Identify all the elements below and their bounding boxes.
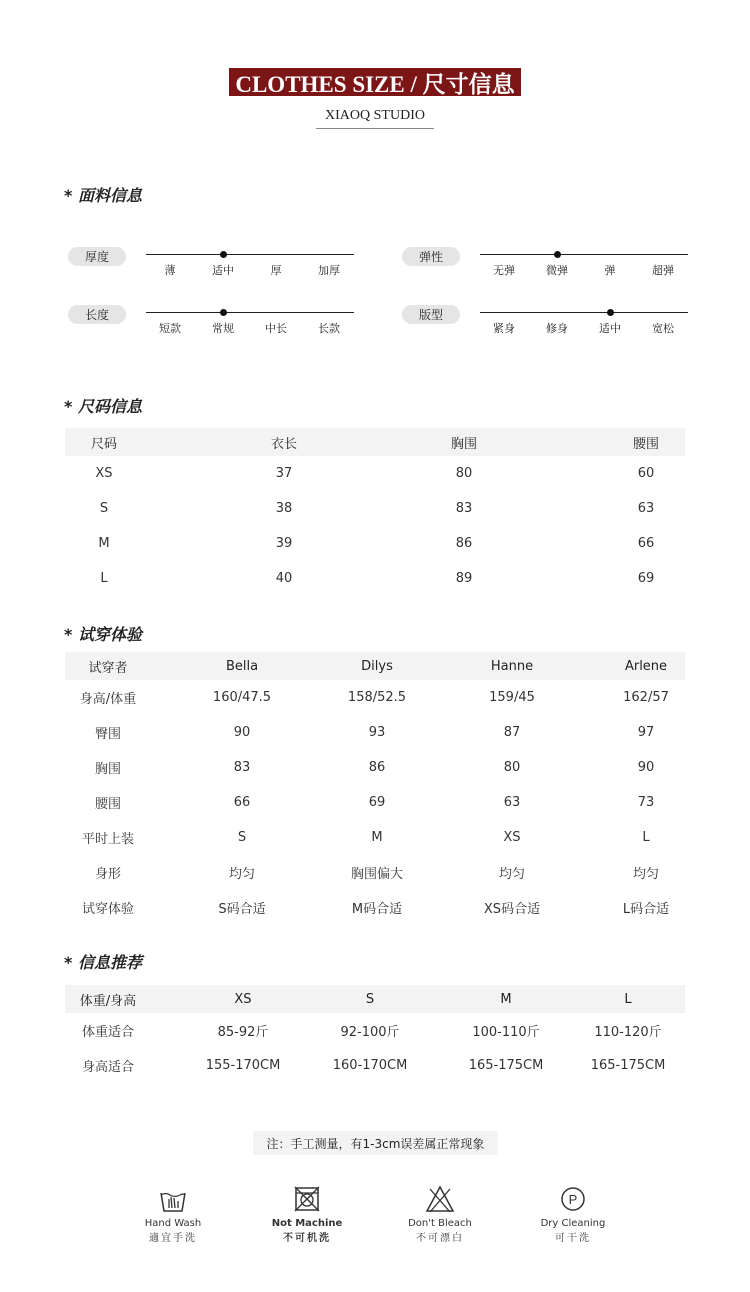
table-cell: 63	[637, 501, 655, 516]
table-cell: 165-175CM	[468, 1058, 544, 1073]
table-row	[65, 561, 685, 596]
selected-indicator	[220, 251, 227, 258]
recommend-section-title: * 信息推荐	[64, 953, 142, 972]
table-cell: L码合适	[622, 902, 670, 917]
scale-option: 适中	[212, 264, 234, 277]
table-cell: 73	[637, 795, 655, 810]
header-cell: Hanne	[490, 658, 534, 674]
header-cell: 试穿者	[88, 660, 128, 676]
table-cell: 92-100斤	[340, 1025, 400, 1040]
tryon-table	[65, 652, 685, 925]
size-table	[65, 428, 685, 596]
table-cell: 38	[275, 501, 293, 516]
header-cell: 胸围	[450, 436, 477, 452]
fabric-label: 厚度	[68, 247, 126, 266]
care-label-en: Not Machine	[271, 1218, 343, 1229]
scale-option: 加厚	[318, 264, 340, 277]
care-label-en: Don't Bleach	[408, 1218, 472, 1229]
table-cell: 85-92斤	[217, 1025, 269, 1040]
svg-text:P: P	[568, 1192, 578, 1207]
scale-option: 常规	[212, 322, 234, 335]
table-cell: 37	[275, 466, 293, 481]
scale-option: 紧身	[493, 322, 515, 335]
table-cell: 160-170CM	[332, 1058, 408, 1073]
table-cell: 63	[503, 795, 521, 810]
table-cell: 110-120斤	[594, 1025, 662, 1040]
table-cell: 66	[233, 795, 251, 810]
table-cell: 165-175CM	[590, 1058, 666, 1073]
table-cell: 87	[503, 725, 521, 740]
scale-option: 修身	[546, 322, 568, 335]
care-no-machine	[252, 1184, 362, 1244]
header-cell: L	[624, 991, 632, 1007]
scale-line	[146, 312, 354, 313]
page-title: CLOTHES SIZE / 尺寸信息	[229, 68, 521, 96]
table-row	[65, 1048, 685, 1083]
table-row	[65, 715, 685, 750]
table-cell: 100-110斤	[472, 1025, 540, 1040]
header-cell: 尺码	[90, 436, 117, 452]
table-cell: 155-170CM	[205, 1058, 281, 1073]
scale-option: 微弹	[546, 264, 568, 277]
table-cell: 83	[233, 760, 251, 775]
scale-line	[480, 312, 688, 313]
table-cell: 胸围偏大	[350, 867, 403, 882]
table-cell: M码合适	[351, 902, 403, 917]
table-cell: 均匀	[632, 867, 659, 882]
table-cell: 160/47.5	[212, 690, 272, 705]
table-cell: 86	[368, 760, 386, 775]
tryon-section-title: * 试穿体验	[64, 625, 142, 644]
selected-indicator	[607, 309, 614, 316]
size-section-title: * 尺码信息	[64, 397, 142, 416]
care-label-cn: 不可漂白	[416, 1233, 464, 1244]
care-label-cn: 可干洗	[555, 1233, 591, 1244]
table-cell: 69	[637, 571, 655, 586]
header-cell: Arlene	[624, 658, 668, 674]
table-cell: 60	[637, 466, 655, 481]
table-cell: 腰围	[94, 797, 121, 812]
care-dry-clean	[518, 1184, 628, 1244]
header-cell: XS	[234, 991, 252, 1007]
table-cell: 体重适合	[81, 1025, 134, 1040]
table-row	[65, 491, 685, 526]
table-row	[65, 680, 685, 715]
table-cell: XS码合适	[483, 902, 541, 917]
care-label-cn: 不可机洗	[283, 1233, 331, 1244]
scale-option: 中长	[265, 322, 287, 335]
table-row	[65, 526, 685, 561]
table-cell: 83	[455, 501, 473, 516]
recommend-table	[65, 985, 685, 1083]
scale-option: 超弹	[652, 264, 674, 277]
table-cell: 平时上装	[81, 832, 134, 847]
scale-option: 弹	[604, 264, 616, 277]
scale-option: 厚	[270, 264, 282, 277]
header-cell: Dilys	[361, 658, 393, 674]
table-cell: 均匀	[498, 867, 525, 882]
header-cell: 体重/身高	[79, 993, 137, 1009]
header-cell: 腰围	[632, 436, 659, 452]
header-cell: Bella	[225, 658, 259, 674]
table-cell: S	[99, 501, 109, 516]
header-cell: 衣长	[270, 436, 297, 452]
scale-option: 适中	[599, 322, 621, 335]
table-cell: 均匀	[228, 867, 255, 882]
fabric-label: 长度	[68, 305, 126, 324]
table-row	[65, 750, 685, 785]
scale-line	[480, 254, 688, 255]
table-row	[65, 820, 685, 855]
table-cell: 39	[275, 536, 293, 551]
fabric-label: 版型	[402, 305, 460, 324]
care-label-en: Hand Wash	[144, 1218, 202, 1229]
table-row	[65, 890, 685, 925]
table-cell: L	[100, 571, 108, 586]
table-cell: 159/45	[489, 690, 535, 705]
table-row	[65, 456, 685, 491]
fabric-label: 弹性	[402, 247, 460, 266]
table-cell: 97	[637, 725, 655, 740]
table-cell: M	[98, 536, 110, 551]
table-cell: XS	[503, 830, 521, 845]
scale-option: 无弹	[493, 264, 515, 277]
header-cell: S	[365, 991, 375, 1007]
table-cell: L	[642, 830, 650, 845]
fabric-section-title: * 面料信息	[64, 186, 142, 205]
table-cell: 臀围	[94, 727, 121, 742]
selected-indicator	[554, 251, 561, 258]
care-hand-wash	[118, 1184, 228, 1244]
table-row	[65, 1013, 685, 1048]
table-cell: 40	[275, 571, 293, 586]
scale-option: 薄	[164, 264, 176, 277]
table-header	[65, 985, 685, 1013]
table-cell: M	[371, 830, 383, 845]
scale-option: 宽松	[652, 322, 674, 335]
table-cell: 69	[368, 795, 386, 810]
table-cell: 身高/体重	[79, 692, 137, 707]
table-cell: 93	[368, 725, 386, 740]
scale-option: 长款	[318, 322, 340, 335]
measurement-note: 注：手工测量，有1-3cm误差属正常现象	[253, 1131, 498, 1155]
table-cell: S	[237, 830, 247, 845]
care-no-bleach	[385, 1184, 495, 1244]
table-cell: 身高适合	[81, 1060, 134, 1075]
table-header	[65, 428, 685, 456]
care-label-en: Dry Cleaning	[540, 1218, 606, 1229]
header-cell: M	[500, 991, 512, 1007]
scale-option: 短款	[159, 322, 181, 335]
dry-cleaning-icon	[558, 1184, 588, 1214]
selected-indicator	[220, 309, 227, 316]
scale-line	[146, 254, 354, 255]
table-row	[65, 785, 685, 820]
table-cell: 试穿体验	[81, 902, 134, 917]
table-cell: 66	[637, 536, 655, 551]
table-cell: S码合适	[218, 902, 266, 917]
no-bleach-icon	[425, 1184, 455, 1214]
studio-name: XIAOQ STUDIO	[316, 108, 434, 129]
table-cell: 90	[637, 760, 655, 775]
table-cell: 86	[455, 536, 473, 551]
table-header	[65, 652, 685, 680]
table-cell: 身形	[94, 867, 121, 882]
table-cell: 162/57	[623, 690, 669, 705]
table-cell: 158/52.5	[347, 690, 407, 705]
hand-wash-icon	[158, 1184, 188, 1214]
care-label-cn: 適宜手洗	[149, 1233, 197, 1244]
no-machine-wash-icon	[292, 1184, 322, 1214]
table-cell: 90	[233, 725, 251, 740]
table-cell: 80	[455, 466, 473, 481]
table-cell: 80	[503, 760, 521, 775]
table-row	[65, 855, 685, 890]
table-cell: 89	[455, 571, 473, 586]
table-cell: 胸围	[94, 762, 121, 777]
table-cell: XS	[95, 466, 113, 481]
